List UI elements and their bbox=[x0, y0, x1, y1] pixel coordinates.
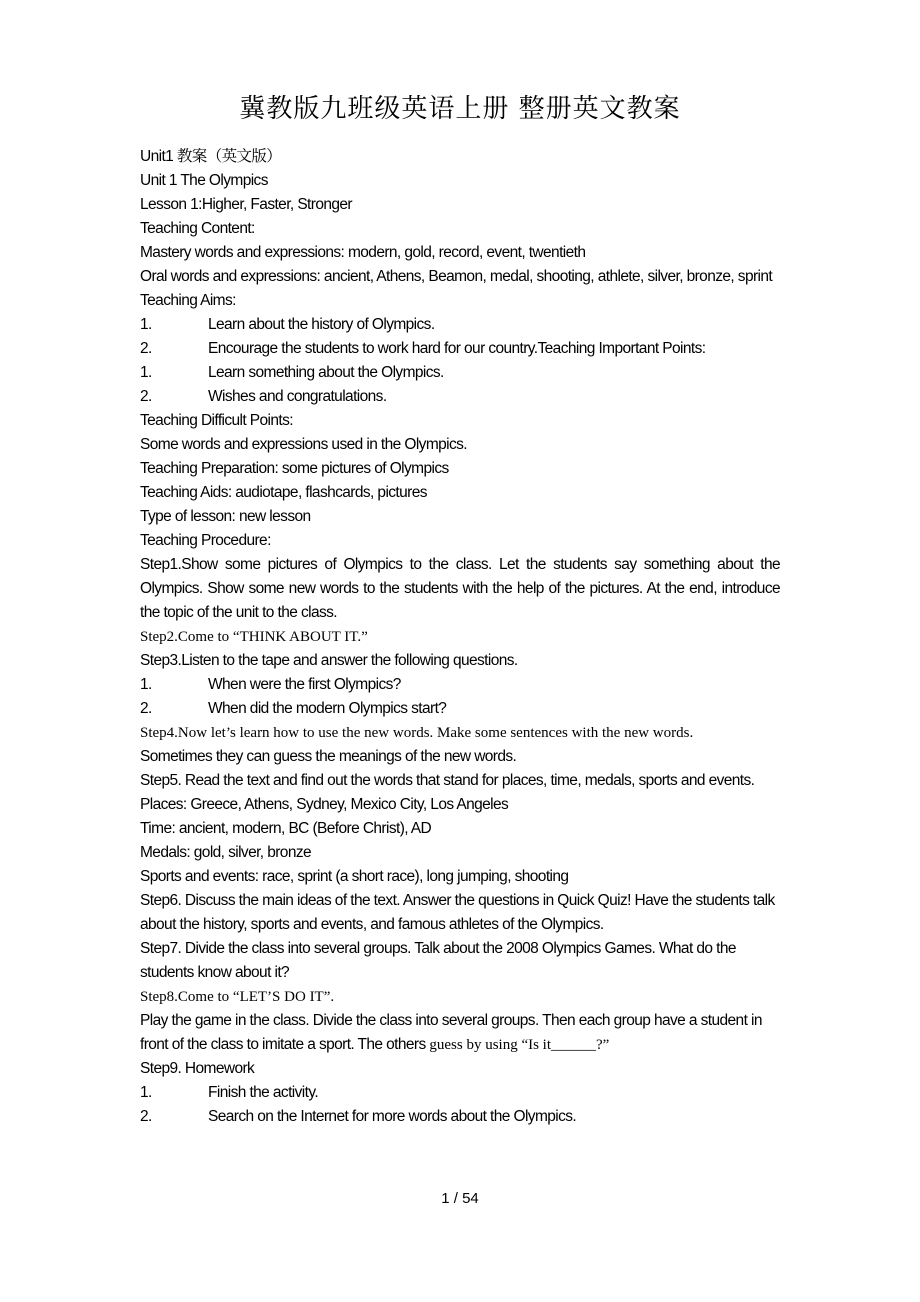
mastery-words: Mastery words and expressions: modern, gold, record, event, twentieth bbox=[140, 244, 586, 261]
teaching-content-heading: Teaching Content: bbox=[140, 220, 255, 237]
list-number: 1. bbox=[140, 316, 152, 333]
lesson-type: Type of lesson: new lesson bbox=[140, 508, 311, 525]
page-indicator: 1 / 54 bbox=[441, 1190, 479, 1207]
medals-line: Medals: gold, silver, bronze bbox=[140, 844, 312, 861]
step7-text: Step7. Divide the class into several groups. Talk about the 2008 Olympics Games. What do the students know about it? bbox=[140, 940, 736, 981]
step2-text: Step2.Come to “THINK ABOUT IT.” bbox=[140, 629, 368, 645]
list-number: 2. bbox=[140, 700, 152, 717]
step3-text: Step3.Listen to the tape and answer the following questions. bbox=[140, 652, 518, 669]
step9-text: Step9. Homework bbox=[140, 1060, 255, 1077]
difficult-points-heading: Teaching Difficult Points: bbox=[140, 412, 293, 429]
list-item bbox=[140, 673, 780, 697]
list-text: When did the modern Olympics start? bbox=[208, 700, 447, 717]
list-text: Wishes and congratulations. bbox=[208, 388, 387, 405]
list-item bbox=[140, 337, 780, 361]
list-text: When were the first Olympics? bbox=[208, 676, 401, 693]
list-number: 1. bbox=[140, 1084, 152, 1101]
list-text: Encourage the students to work hard for our country.Teaching Important Points: bbox=[208, 340, 706, 357]
step1-text: Step1.Show some pictures of Olympics to the class. Let the students say something about the Olympics. Show some new words to the students with the help of the pictures. At the end, introduce the topic of the unit to the class. bbox=[140, 556, 780, 621]
play-text: Play the game in the class. Divide the class into several groups. Then each group have a student in front of the class to imitate a sport. The others bbox=[140, 1012, 762, 1053]
oral-words: Oral words and expressions: ancient, Athens, Beamon, medal, shooting, athlete, silver, bronze, sprint bbox=[140, 268, 773, 285]
step4-text: Step4.Now let’s learn how to use the new words. Make some sentences with the new words. bbox=[140, 725, 694, 741]
list-text: Finish the activity. bbox=[208, 1084, 319, 1101]
list-item bbox=[140, 1105, 780, 1129]
teaching-aids: Teaching Aids: audiotape, flashcards, pictures bbox=[140, 484, 427, 501]
list-text: Learn something about the Olympics. bbox=[208, 364, 444, 381]
unit-title: Unit 1 The Olympics bbox=[140, 172, 268, 189]
unit-heading-cn: Unit1 教案（英文版） bbox=[140, 148, 282, 165]
list-item bbox=[140, 1081, 780, 1105]
play-guess-text: guess by using “Is it______?” bbox=[429, 1037, 610, 1053]
procedure-heading: Teaching Procedure: bbox=[140, 532, 271, 549]
list-number: 1. bbox=[140, 676, 152, 693]
document-body bbox=[140, 145, 780, 1129]
list-item bbox=[140, 313, 780, 337]
step8-text: Step8.Come to “LET’S DO IT”. bbox=[140, 989, 335, 1005]
document-title: 冀教版九班级英语上册 整册英文教案 bbox=[239, 94, 681, 124]
step6-text: Step6. Discuss the main ideas of the text. Answer the questions in Quick Quiz! Have the students talk about the history, sports and events, and famous athletes of the Olympics. bbox=[140, 892, 775, 933]
difficult-points-text: Some words and expressions used in the Olympics. bbox=[140, 436, 468, 453]
lesson-title: Lesson 1:Higher, Faster, Stronger bbox=[140, 196, 352, 213]
list-text: Learn about the history of Olympics. bbox=[208, 316, 435, 333]
places-line: Places: Greece, Athens, Sydney, Mexico City, Los Angeles bbox=[140, 796, 509, 813]
play-paragraph bbox=[140, 1009, 780, 1057]
time-line: Time: ancient, modern, BC (Before Christ), AD bbox=[140, 820, 432, 837]
list-number: 2. bbox=[140, 340, 152, 357]
list-number: 1. bbox=[140, 364, 152, 381]
sports-line: Sports and events: race, sprint (a short race), long jumping, shooting bbox=[140, 868, 569, 885]
list-item bbox=[140, 385, 780, 409]
teaching-preparation: Teaching Preparation: some pictures of Olympics bbox=[140, 460, 449, 477]
list-number: 2. bbox=[140, 388, 152, 405]
list-number: 2. bbox=[140, 1108, 152, 1125]
teaching-aims-heading: Teaching Aims: bbox=[140, 292, 236, 309]
step4-continuation: Sometimes they can guess the meanings of the new words. bbox=[140, 748, 517, 765]
list-item bbox=[140, 361, 780, 385]
step5-text: Step5. Read the text and find out the words that stand for places, time, medals, sports and events. bbox=[140, 772, 755, 789]
list-item bbox=[140, 697, 780, 721]
list-text: Search on the Internet for more words about the Olympics. bbox=[208, 1108, 577, 1125]
